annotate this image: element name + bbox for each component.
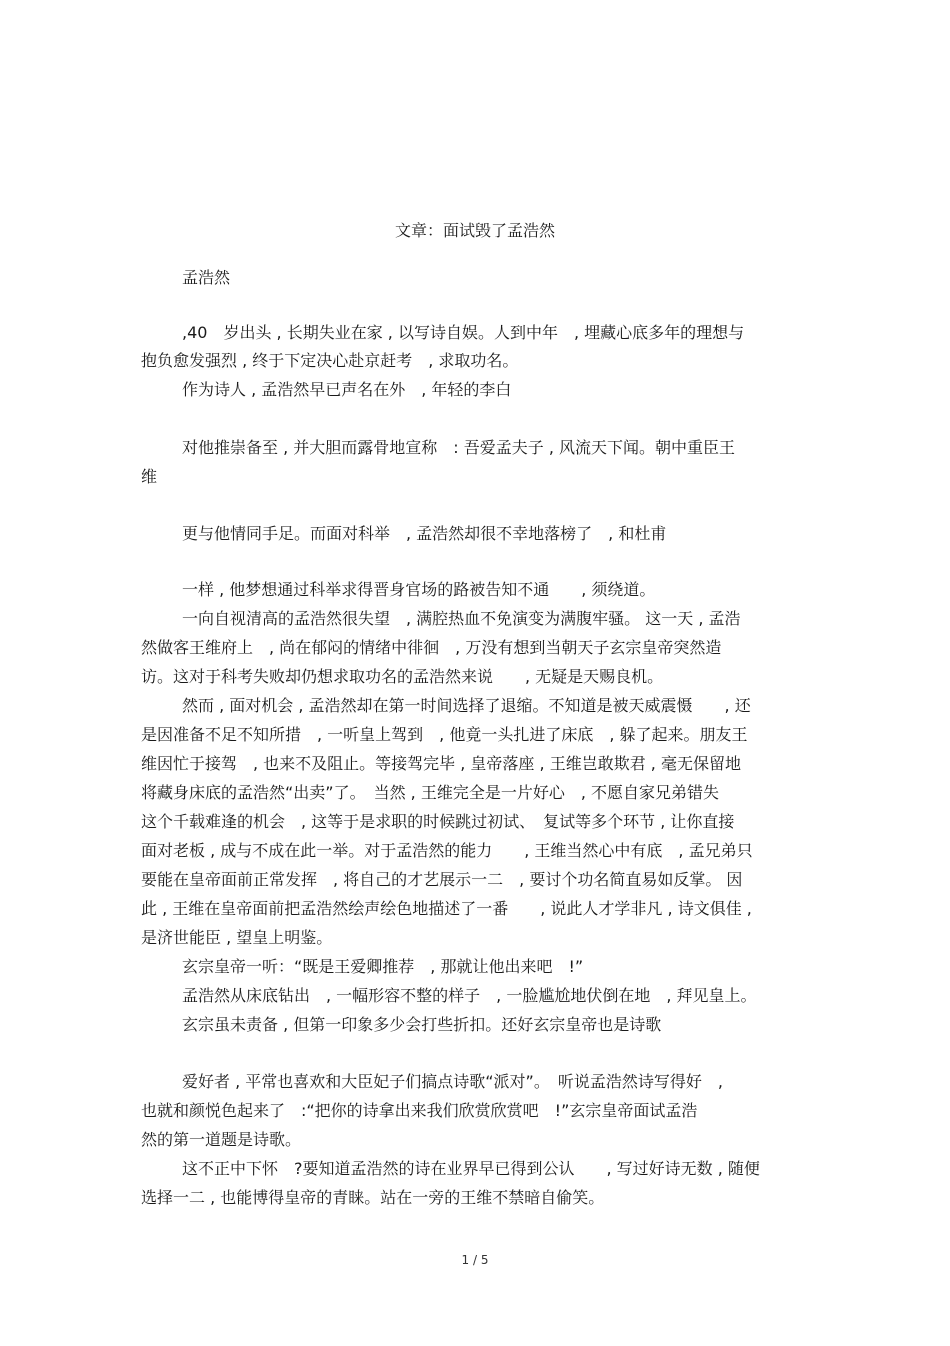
paragraph-line: 维因忙于接驾 , 也来不及阻止。等接驾完毕 , 皇帝落座 , 王维岂敢欺君 , 毫无保留地 bbox=[141, 754, 741, 773]
page-number: 1 / 5 bbox=[461, 1253, 489, 1267]
paragraph-line: 要能在皇帝面前正常发挥 , 将自己的才艺展示一二 , 要讨个功名简直易如反掌。 因 bbox=[141, 870, 743, 889]
paragraph-line: 孟浩然 bbox=[182, 268, 231, 287]
paragraph-line: 面对老板 , 成与不成在此一举。对于孟浩然的能力 , 王维当然心中有底 , 孟兄弟只 bbox=[141, 841, 753, 860]
paragraph-line: 玄宗皇帝一听：“既是王爱卿推荐 , 那就让他出来吧 !” bbox=[182, 957, 584, 976]
paragraph-line: 此 , 王维在皇帝面前把孟浩然绘声绘色地描述了一番 , 说此人才学非凡 , 诗文俱佳 , bbox=[141, 899, 752, 918]
paragraph-line: 然做客王维府上 , 尚在郁闷的情绪中徘徊 , 万没有想到当朝天子玄宗皇帝突然造 bbox=[141, 638, 722, 657]
paragraph-line: 是济世能臣 , 望皇上明鉴。 bbox=[141, 928, 333, 947]
paragraph-line: 作为诗人 , 孟浩然早已声名在外 , 年轻的李白 bbox=[182, 380, 512, 399]
paragraph-line: ,40 岁出头 , 长期失业在家 , 以写诗自娱。人到中年 , 埋藏心底多年的理想与 bbox=[182, 323, 745, 342]
paragraph-line: 是因准备不足不知所措 , 一听皇上驾到 , 他竟一头扎进了床底 , 躲了起来。朋友王 bbox=[141, 725, 748, 744]
paragraph-line: 更与他情同手足。而面对科举 , 孟浩然却很不幸地落榜了 , 和杜甫 bbox=[182, 524, 667, 543]
paragraph-line: 玄宗虽未责备 , 但第一印象多少会打些折扣。还好玄宗皇帝也是诗歌 bbox=[182, 1015, 662, 1034]
paragraph-line: 对他推崇备至 , 并大胆而露骨地宣称 : 吾爱孟夫子 , 风流天下闻。朝中重臣王 bbox=[182, 438, 735, 457]
paragraph-line: 访。这对于科考失败却仍想求取功名的孟浩然来说 , 无疑是天赐良机。 bbox=[141, 667, 664, 686]
paragraph-line: 将藏身床底的孟浩然“出卖”了。 当然 , 王维完全是一片好心 , 不愿自家兄弟错失 bbox=[141, 783, 720, 802]
paragraph-line: 孟浩然从床底钻出 , 一幅形容不整的样子 , 一脸尴尬地伏倒在地 , 拜见皇上。 bbox=[182, 986, 757, 1005]
paragraph-line: 然而 , 面对机会 , 孟浩然却在第一时间选择了退缩。不知道是被天威震慑 , 还 bbox=[182, 696, 751, 715]
article-title: 文章：面试毁了孟浩然 bbox=[394, 221, 555, 240]
paragraph-line: 一向自视清高的孟浩然很失望 , 满腔热血不免演变为满腹牢骚。 这一天 , 孟浩 bbox=[182, 609, 741, 628]
paragraph-line: 这不正中下怀 ?要知道孟浩然的诗在业界早已得到公认 , 写过好诗无数 , 随便 bbox=[182, 1159, 760, 1178]
paragraph-line: 抱负愈发强烈 , 终于下定决心赴京赶考 , 求取功名。 bbox=[141, 351, 519, 370]
paragraph-line: 一样 , 他梦想通过科举求得晋身官场的路被告知不通 , 须绕道。 bbox=[182, 580, 656, 599]
paragraph-line: 爱好者 , 平常也喜欢和大臣妃子们搞点诗歌“派对”。 听说孟浩然诗写得好 , bbox=[182, 1072, 723, 1091]
paragraph-line: 选择一二 , 也能博得皇帝的青睐。站在一旁的王维不禁暗自偷笑。 bbox=[141, 1188, 605, 1207]
paragraph-line: 也就和颜悦色起来了 :“把你的诗拿出来我们欣赏欣赏吧 !”玄宗皇帝面试孟浩 bbox=[141, 1101, 698, 1120]
paragraph-line: 维 bbox=[141, 467, 158, 486]
paragraph-line: 这个千载难逢的机会 , 这等于是求职的时候跳过初试、 复试等多个环节 , 让你直接 bbox=[141, 812, 735, 831]
paragraph-line: 然的第一道题是诗歌。 bbox=[141, 1130, 302, 1149]
